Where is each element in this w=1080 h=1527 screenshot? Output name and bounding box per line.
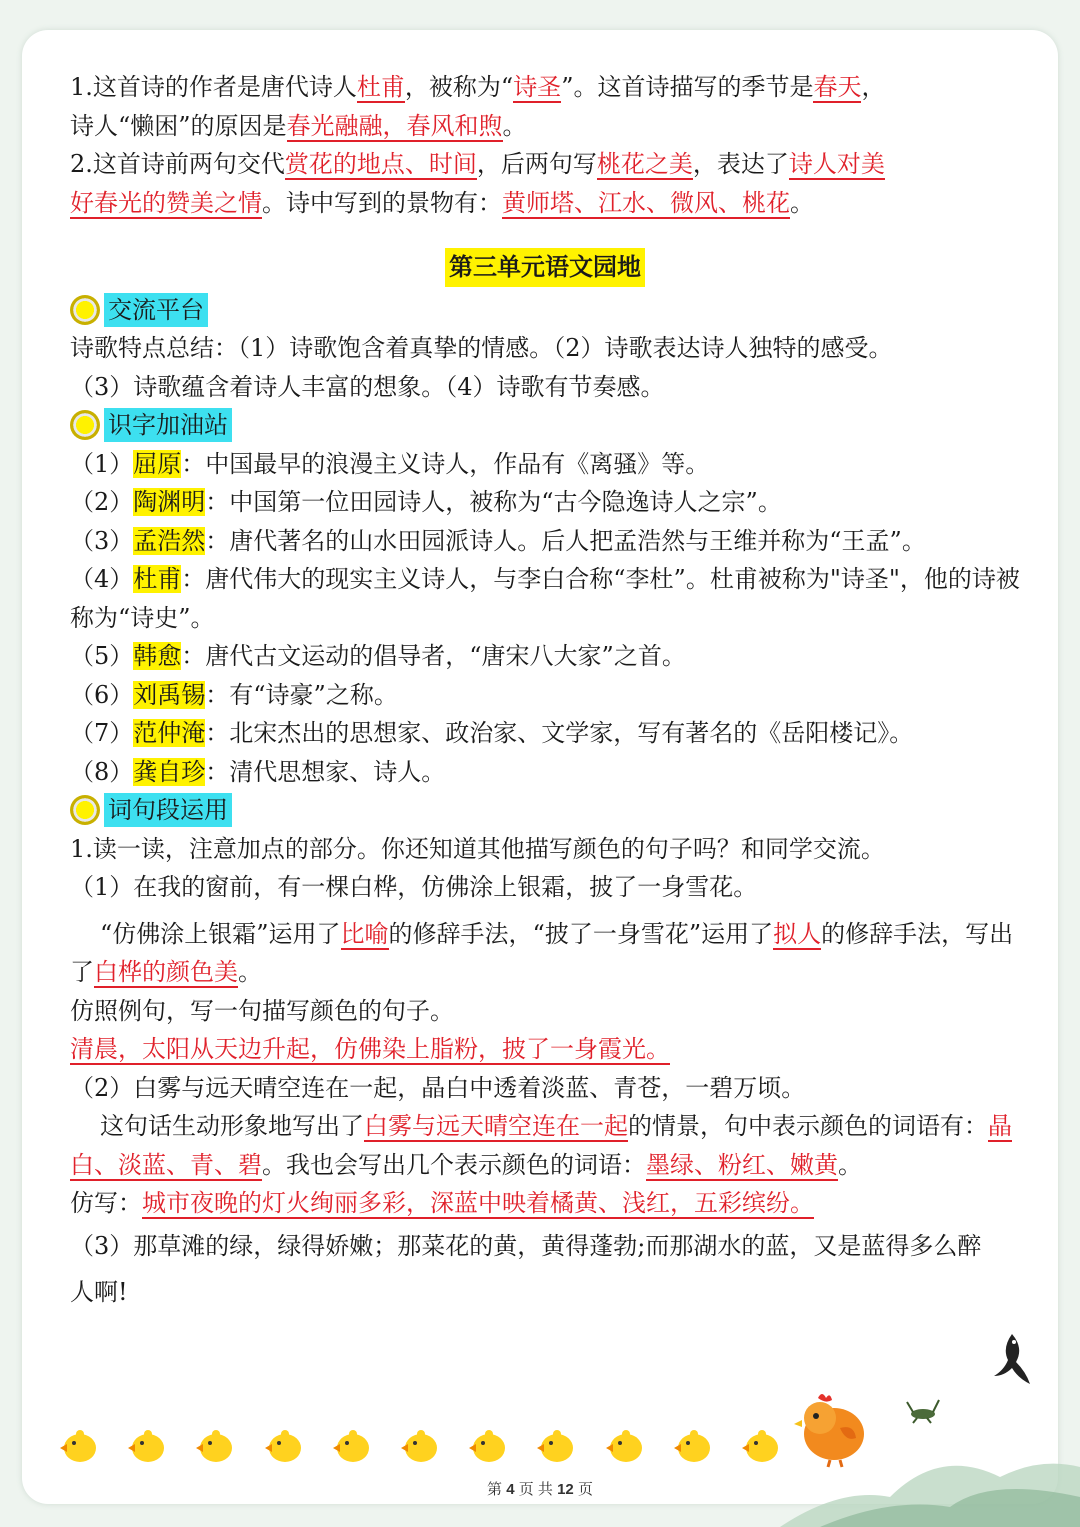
document-content: [70, 68, 1020, 1315]
page-total: 12: [557, 1481, 574, 1498]
answer: 诗圣: [513, 73, 562, 101]
chick-icon: [606, 1428, 644, 1464]
answer: 杜甫: [356, 73, 405, 101]
answer: 赏花的地点、时间: [284, 150, 477, 178]
page-footer: 第 4 页 共 12 页: [487, 1481, 593, 1498]
chick-icon: [537, 1428, 575, 1464]
chick-icon: [60, 1428, 98, 1464]
poet-name: 陶渊明: [133, 488, 206, 516]
chick-icon: [265, 1428, 303, 1464]
poetry-summary-line: 诗歌特点总结：（1）诗歌饱含着真挚的情感。（2）诗歌表达诗人独特的感受。: [70, 334, 893, 362]
answer: 好春光的赞美之情: [70, 188, 262, 217]
imitation-answer: 清晨，太阳从天边升起，仿佛染上脂粉，披了一身霞光。: [70, 1035, 670, 1063]
answer: 墨绿、粉红、嫩黄: [646, 1150, 838, 1179]
section-header-usage: [70, 791, 1020, 830]
poet-name: 范仲淹: [133, 719, 206, 747]
poet-item: （6）刘禹锡：有“诗豪”之称。: [70, 680, 398, 709]
poet-name: 韩愈: [133, 642, 182, 670]
answer: 春光融融，春风和煦: [286, 111, 503, 140]
circle-badge-icon: [70, 795, 100, 825]
analysis-paragraph: 这句话生动形象地写出了白雾与远天晴空连在一起的情景，句中表示颜色的词语有：晶白、淡蓝、青、碧。我也会写出几个表示颜色的词语：墨绿、粉红、嫩黄。: [70, 1112, 1012, 1179]
ink-mountain-decoration: [780, 1397, 1080, 1527]
analysis-paragraph: “仿佛涂上银霜”运用了比喻的修辞手法，“披了一身雪花”运用了拟人的修辞手法，写出了白桦的颜色美。: [70, 919, 1014, 986]
page-number: 4: [506, 1481, 515, 1498]
section-label: 交流平台: [104, 293, 208, 327]
poet-item: （8）龚自珍：清代思想家、诗人。: [70, 757, 446, 786]
section-label: 词句段运用: [104, 793, 232, 827]
poet-item: （4）杜甫：唐代伟大的现实主义诗人，与李白合称“李杜”。杜甫被称为"诗圣"，他的诗被称为“诗史”。: [70, 565, 1020, 632]
answer: 诗人对美: [788, 150, 885, 178]
answer: 桃花之美: [596, 150, 693, 178]
answer: 白雾与远天晴空连在一起: [364, 1112, 628, 1140]
section-header-literacy: [70, 406, 1020, 445]
example-sentence: （3）那草滩的绿，绿得娇嫩；那菜花的黄，黄得蓬勃;而那湖水的蓝，又是蓝得多么醉人啊!: [70, 1231, 982, 1306]
poet-item: （1）屈原：中国最早的浪漫主义诗人，作品有《离骚》等。: [70, 449, 710, 478]
circle-badge-icon: [70, 295, 100, 325]
section-label: 识字加油站: [104, 408, 232, 442]
answer: 黄师塔、江水、微风、桃花: [502, 188, 790, 217]
chick-decoration-row: [60, 1428, 780, 1472]
poet-name: 孟浩然: [133, 526, 206, 555]
instruction: 仿照例句，写一句描写颜色的句子。: [70, 996, 454, 1025]
answer: 城市夜晚的灯火绚丽多彩，深蓝中映着橘黄、浅红，五彩缤纷。: [142, 1189, 814, 1217]
answer: 白桦的颜色美: [94, 958, 238, 986]
answer: 晶白、淡蓝、青、碧: [70, 1112, 1012, 1179]
chick-icon: [742, 1428, 780, 1464]
answer: 春天: [813, 73, 862, 101]
swallow-bird-icon: [990, 1330, 1034, 1386]
example-sentence: （2）白雾与远天晴空连在一起，晶白中透着淡蓝、青苍，一碧万顷。: [70, 1073, 806, 1102]
unit-title: 第三单元语文园地: [445, 248, 645, 287]
imitation-line: 仿写：城市夜晚的灯火绚丽多彩，深蓝中映着橘黄、浅红，五彩缤纷。: [70, 1189, 814, 1217]
poet-name: 刘禹锡: [133, 680, 206, 709]
chick-icon: [469, 1428, 507, 1464]
poetry-summary-line: （3）诗歌蕴含着诗人丰富的想象。（4）诗歌有节奏感。: [70, 372, 665, 401]
poet-item: （3）孟浩然：唐代著名的山水田园派诗人。后人把孟浩然与王维并称为“王孟”。: [70, 526, 926, 555]
question-1: 1.这首诗的作者是唐代诗人杜甫，被称为“诗圣”。这首诗描写的季节是春天， 诗人“懒困”的原因是春光融融，春风和煦。: [70, 73, 886, 140]
answer: 拟人: [773, 919, 822, 948]
poet-name: 龚自珍: [133, 757, 206, 786]
example-sentence: （1）在我的窗前，有一棵白桦，仿佛涂上银霜，披了一身雪花。: [70, 873, 758, 901]
poet-name: 屈原: [133, 449, 182, 478]
chick-icon: [674, 1428, 712, 1464]
chick-icon: [333, 1428, 371, 1464]
chick-icon: [128, 1428, 166, 1464]
poet-name: 杜甫: [133, 565, 182, 593]
poet-item: （5）韩愈：唐代古文运动的倡导者，“唐宋八大家”之首。: [70, 642, 686, 670]
chick-icon: [196, 1428, 234, 1464]
circle-badge-icon: [70, 410, 100, 440]
section-header-exchange: [70, 291, 1020, 330]
poet-item: （7）范仲淹：北宋杰出的思想家、政治家、文学家，写有著名的《岳阳楼记》。: [70, 719, 914, 747]
answer: 比喻: [340, 919, 389, 948]
question-2: 2.这首诗前两句交代赏花的地点、时间，后两句写桃花之美，表达了诗人对美 好春光的赞美之情。诗中写到的景物有：黄师塔、江水、微风、桃花。: [70, 150, 885, 217]
chick-icon: [401, 1428, 439, 1464]
poet-item: （2）陶渊明：中国第一位田园诗人，被称为“古今隐逸诗人之宗”。: [70, 488, 782, 516]
exercise-question: 1.读一读，注意加点的部分。你还知道其他描写颜色的句子吗？和同学交流。: [70, 834, 885, 863]
